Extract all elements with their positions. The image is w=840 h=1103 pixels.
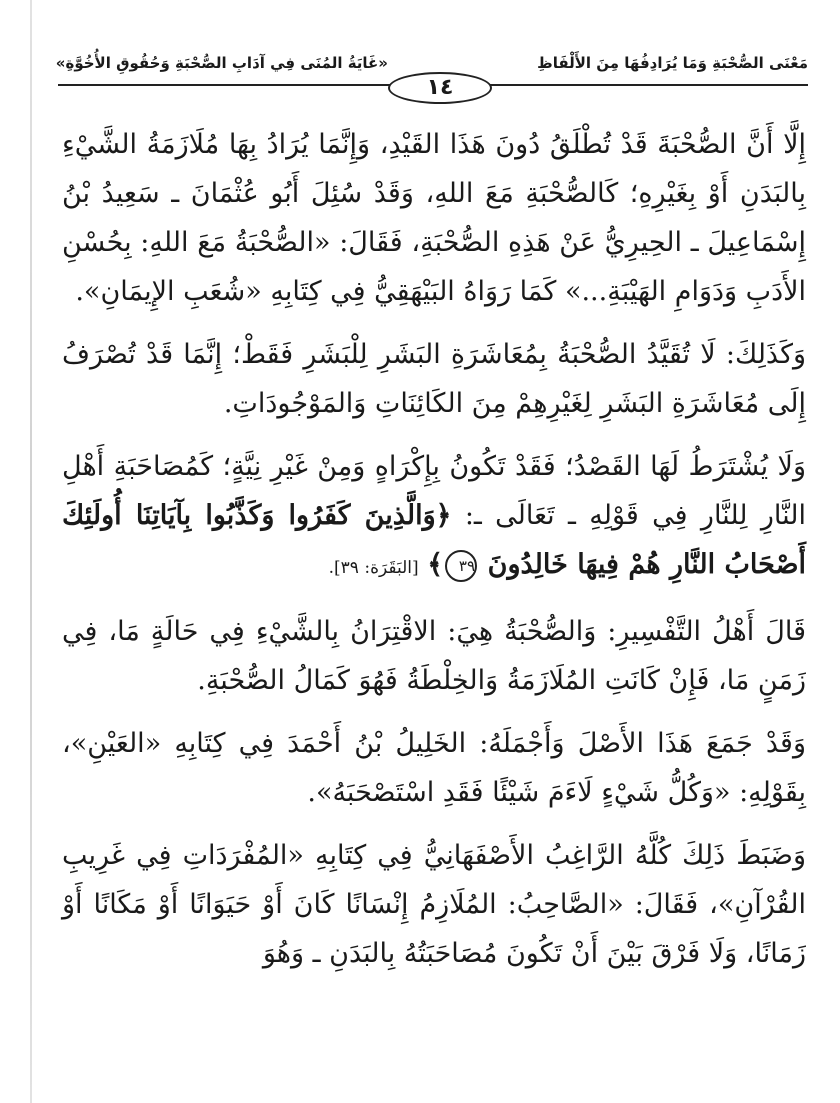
- quran-verse: ﴿وَالَّذِينَ كَفَرُوا وَكَذَّبُوا بِآيَاتِنَا أُولَئِكَ أَصْحَابُ النَّارِ هُمْ فِيهَا خَالِدُونَ: [62, 500, 806, 580]
- scan-edge-line: [30, 0, 32, 1103]
- verse-intro: وَلَا يُشْتَرَطُ لَهَا القَصْدُ؛ فَقَدْ تَكُونُ بِإِكْرَاهٍ وَمِنْ غَيْرِ نِيَّةٍ؛ كَمُصَاحَبَةِ أَهْلِ النَّارِ لِلنَّارِ فِي قَوْلِهِ ـ تَعَالَى ـ:: [62, 451, 806, 531]
- paragraph-4: قَالَ أَهْلُ التَّفْسِيرِ: وَالصُّحْبَةُ هِيَ: الاقْتِرَانُ بِالشَّيْءِ فِي حَالَةٍ مَا، فِي زَمَنٍ مَا، فَإِنْ كَانَتِ المُلَازَمَةُ وَالخِلْطَةُ فَهُوَ كَمَالُ الصُّحْبَةِ.: [62, 616, 806, 696]
- ayah-number-marker: ٣٩: [445, 550, 477, 582]
- verse-reference: [البَقَرَة: ٣٩].: [328, 558, 419, 578]
- book-title: «غَايَةُ المُنَى فِي آدَابِ الصُّحْبَةِ وَحُقُوقِ الأُخُوَّةِ»: [55, 54, 388, 72]
- body-text: [62, 120, 806, 992]
- page-number: ١٤: [388, 72, 492, 104]
- paragraph-6: وَضَبَطَ ذَلِكَ كُلَّهُ الرَّاغِبُ الأَصْفَهَانِيُّ فِي كِتَابِهِ «المُفْرَدَاتِ فِي غَرِيبِ القُرْآنِ»، فَقَالَ: «الصَّاحِبُ: المُلَازِمُ إِنْسَانًا كَانَ أَوْ حَيَوَانًا أَوْ مَكَانًا أَوْ زَمَانًا، وَلَا فَرْقَ بَيْنَ أَنْ تَكُونَ مُصَاحَبَتُهُ بِالبَدَنِ ـ وَهُوَ: [62, 840, 806, 969]
- paragraph-1: إِلَّا أَنَّ الصُّحْبَةَ قَدْ تُطْلَقُ دُونَ هَذَا القَيْدِ، وَإِنَّمَا يُرَادُ بِهَا مُلَازَمَةُ الشَّيْءِ بِالبَدَنِ أَوْ بِغَيْرِهِ؛ كَالصُّحْبَةِ مَعَ اللهِ، وَقَدْ سُئِلَ أَبُو عُثْمَانَ ـ سَعِيدُ بْنُ إِسْمَاعِيلَ ـ الحِيرِيُّ عَنْ هَذِهِ الصُّحْبَةِ، فَقَالَ: «الصُّحْبَةُ مَعَ اللهِ: بِحُسْنِ الأَدَبِ وَدَوَامِ الهَيْبَةِ...» كَمَا رَوَاهُ البَيْهَقِيُّ فِي كِتَابِهِ «شُعَبِ الإِيمَانِ».: [62, 129, 806, 307]
- paragraph-5: وَقَدْ جَمَعَ هَذَا الأَصْلَ وَأَجْمَلَهُ: الخَلِيلُ بْنُ أَحْمَدَ فِي كِتَابِهِ «العَيْنِ»، بِقَوْلِهِ: «وَكُلُّ شَيْءٍ لَاءَمَ شَيْئًا فَقَدِ اسْتَصْحَبَهُ».: [62, 728, 806, 808]
- paragraph-2: وَكَذَلِكَ: لَا تُقَيَّدُ الصُّحْبَةُ بِمُعَاشَرَةِ البَشَرِ لِلْبَشَرِ فَقَطْ؛ إِنَّمَا قَدْ تُصْرَفُ إِلَى مُعَاشَرَةِ البَشَرِ لِغَيْرِهِمْ مِنَ الكَائِنَاتِ وَالمَوْجُودَاتِ.: [62, 339, 806, 419]
- chapter-title: مَعْنَى الصُّحْبَةِ وَمَا يُرَادِفُهَا مِنَ الأَلْفَاظِ: [537, 54, 808, 72]
- paragraph-3: [62, 442, 806, 593]
- verse-close-bracket: ﴾: [427, 549, 444, 580]
- running-header: [55, 40, 808, 110]
